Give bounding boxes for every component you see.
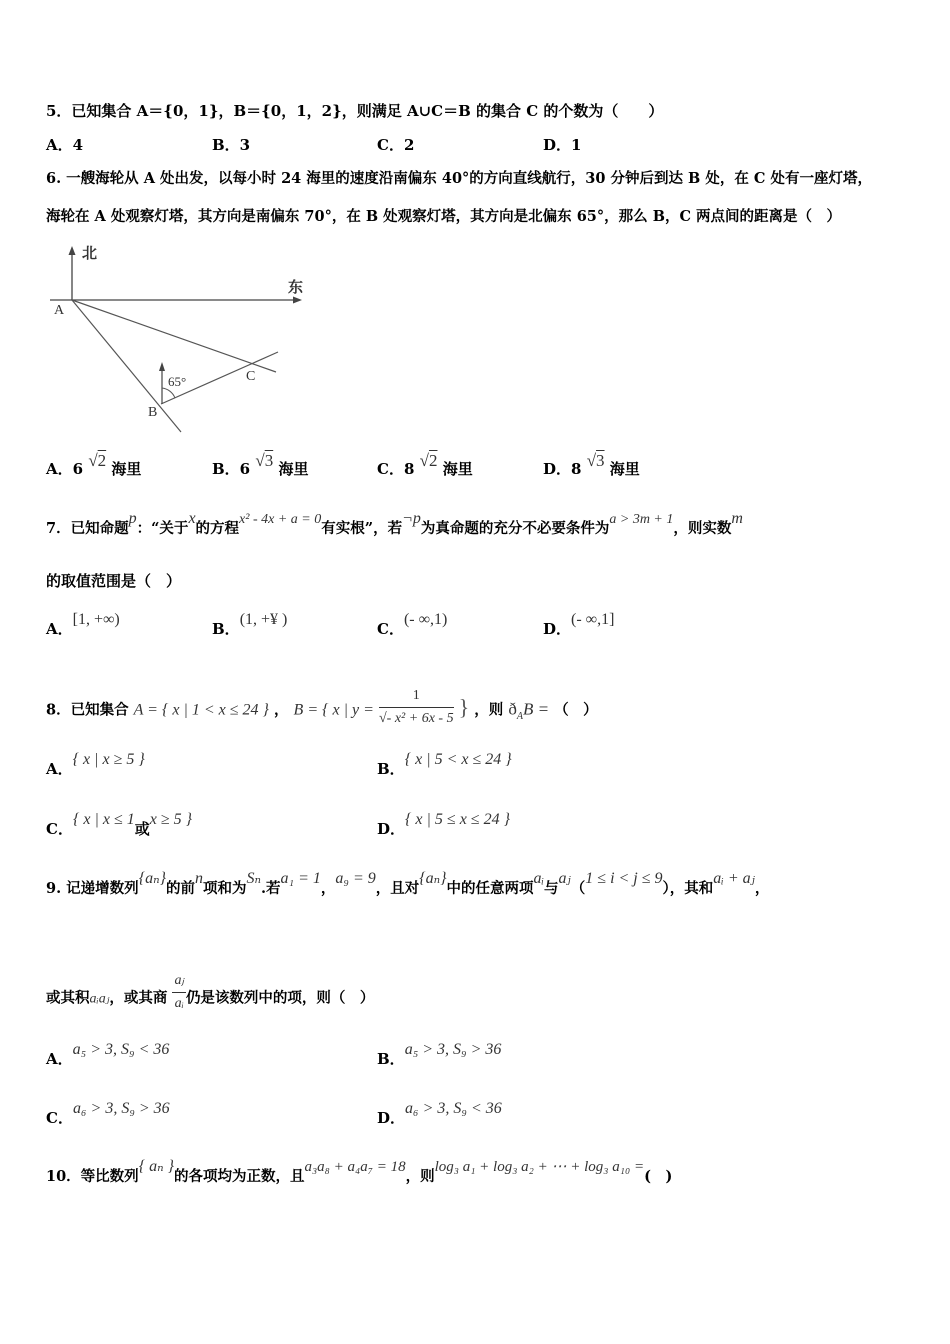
north-label: 北: [82, 244, 98, 262]
question-7-line-2: 的取值范围是（ ）: [46, 572, 182, 590]
q8-option-d[interactable]: D．{ x | 5 ≤ x ≤ 24 }: [377, 811, 510, 838]
question-9-line-1: 9. 记递增数列{aₙ}的前n项和为Sₙ.若a₁ = 1，a₉ = 9，且对{aₙ}中的任意两项aᵢ与aⱼ（1 ≤ i < j ≤ 9），其和aᵢ + aⱼ，: [46, 870, 770, 897]
q7-option-d[interactable]: D．(- ∞,1]: [543, 611, 615, 638]
q8-option-a[interactable]: A．{ x | x ≥ 5 }: [46, 751, 145, 778]
q5-option-d[interactable]: D．1: [543, 136, 582, 154]
q5-option-a[interactable]: A．4: [46, 136, 84, 154]
angle-label: 65°: [168, 374, 187, 389]
q6-option-c[interactable]: C．8 √2 海里: [377, 451, 473, 478]
question-5: [46, 100, 663, 122]
q5-option-b[interactable]: B．3: [212, 136, 251, 154]
q9-option-d[interactable]: D．a₆ > 3, S₉ < 36: [377, 1100, 502, 1127]
q8-option-c[interactable]: C．{ x | x ≤ 1或x ≥ 5 }: [46, 811, 193, 838]
q8-option-b[interactable]: B．{ x | 5 < x ≤ 24 }: [377, 751, 512, 778]
question-6-line-2: 海轮在 A 处观察灯塔，其方向是南偏东 70°，在 B 处观察灯塔，其方向是北偏东 65°，那么 B，C 两点间的距离是（ ）: [46, 208, 842, 225]
q9-option-c[interactable]: C．a₆ > 3, S₉ > 36: [46, 1100, 170, 1127]
question-6-line-1: 6. 一艘海轮从 A 处出发，以每小时 24 海里的速度沿南偏东 40°的方向直线航行，30 分钟后到达 B 处，在 C 处有一座灯塔，: [46, 170, 872, 187]
point-c-label: C: [246, 369, 256, 384]
q9-option-a[interactable]: A．a₅ > 3, S₉ < 36: [46, 1041, 170, 1068]
point-b-label: B: [148, 405, 158, 420]
q6-option-b[interactable]: B．6 √3 海里: [212, 451, 309, 478]
q9-option-b[interactable]: B．a₅ > 3, S₉ > 36: [377, 1041, 502, 1068]
q5-option-c[interactable]: C．2: [377, 136, 415, 154]
navigation-diagram: [46, 244, 316, 434]
question-8: 8．已知集合 A = { x | 1 < x ≤ 24 } ， B = { x | y = $\frac{1}{\text{√- x² + 6x - 5}}$ } ，则 $ð_AB$ = （ ）: [46, 688, 598, 733]
question-5-text: 5．已知集合 A＝{0，1}，B＝{0，1，2}，则满足 A∪C＝B 的集合 C 的个数为（ ）: [46, 102, 664, 120]
q7-option-c[interactable]: C．(- ∞,1): [377, 611, 448, 638]
point-a-label: A: [54, 303, 65, 318]
q7-option-a[interactable]: A．[1, +∞): [46, 611, 120, 638]
question-7-line-1: 7．已知命题p：“关于x的方程x² - 4x + a = 0有实根”，若¬p为真命题的充分不必要条件为a > 3m + 1，则实数m: [46, 510, 743, 537]
q6-option-a[interactable]: A．6 √2 海里: [46, 451, 142, 478]
q7-option-b[interactable]: B．(1, +¥ ): [212, 611, 288, 638]
question-9-line-2: 或其积aᵢaⱼ，或其商 $\frac{\text{aⱼ}}{\text{aᵢ}}$ 仍是该数列中的项，则（ ）: [46, 976, 374, 1021]
east-label: 东: [288, 278, 304, 296]
q6-option-d[interactable]: D．8 √3 海里: [543, 451, 640, 478]
question-10: 10．等比数列{ aₙ }的各项均为正数，且a₃a₈ + a₄a₇ = 18，则log₃ a₁ + log₃ a₂ + ⋯ + log₃ a₁₀ =( ): [46, 1158, 673, 1185]
